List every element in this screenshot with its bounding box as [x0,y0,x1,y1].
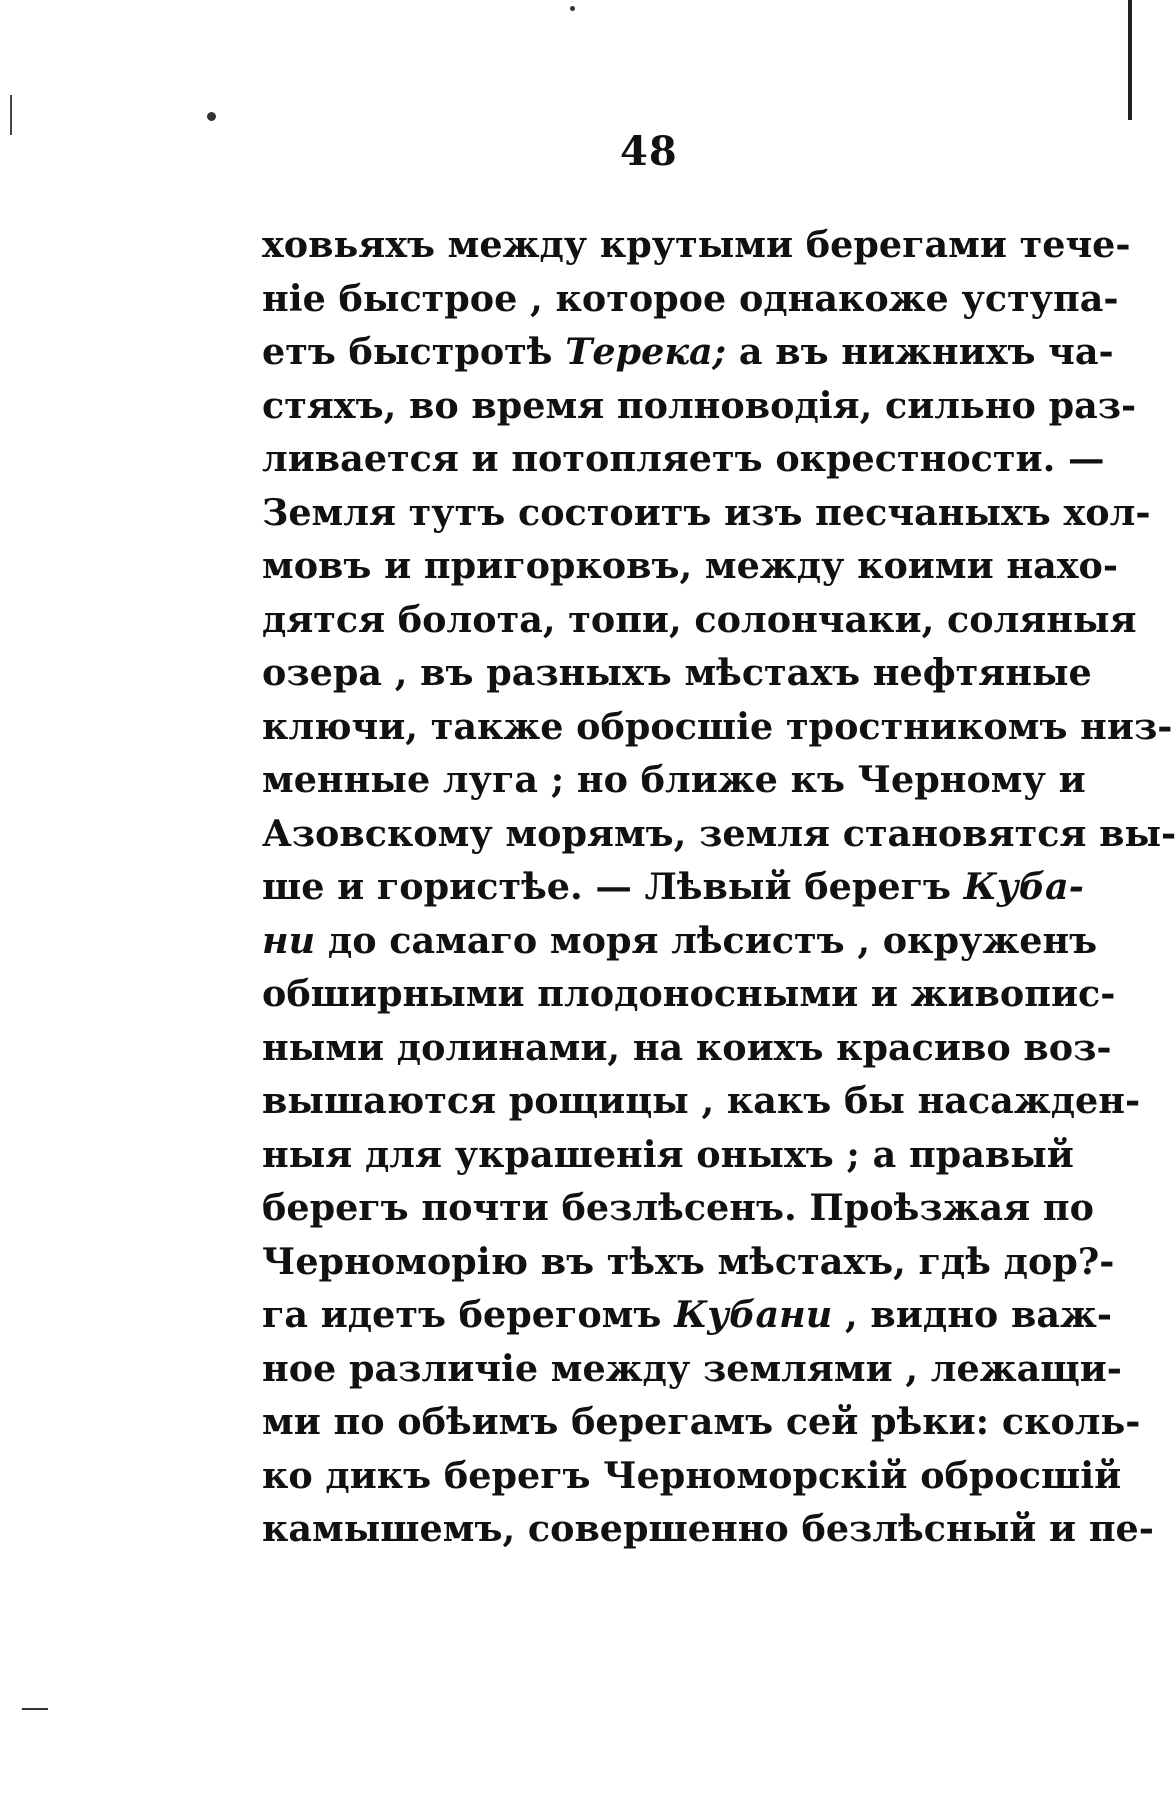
text-line: вышаются рощицы , какъ бы насажден- [262,1079,1141,1122]
text-line: ше и гористѣе. — Лѣвый берегъ Куба- [262,865,1084,908]
ink-mark [22,1708,48,1710]
ink-spot [207,112,216,121]
text-line: ключи, также обросшіе тростникомъ низ- [262,704,1173,748]
text-line: нie быстрое , которое однакоже уступа- [262,276,1119,320]
text-line: га идетъ берегомъ Кубани , видно важ- [262,1293,1112,1336]
text-line: Азовскому морямъ, земля становятся вы- [262,811,1176,855]
left-margin-mark [10,95,12,135]
text-line: ни до самаго моря лѣсистъ , окруженъ [262,918,1098,962]
text-line: ховьяхъ между крутыми берегами тече- [262,223,1131,266]
text-line: камышемъ, совершенно безлѣсный и пе- [262,1507,1154,1550]
text-line: озера , въ разныхъ мѣстахъ нефтяные [262,651,1092,694]
text-line: ныя для украшенія оныхъ ; а правый [262,1132,1074,1176]
text-line: берегъ почти безлѣсенъ. Проѣзжая по [262,1186,1094,1229]
text-line: ное различіе между землями , лежащи- [262,1346,1122,1390]
page-number: 48 [620,128,678,175]
ink-spot [570,6,575,11]
text-line: ливается и потопляетъ окрестности. — [262,437,1105,480]
text-line: менные луга ; но ближе къ Черному и [262,758,1086,801]
text-line: стяхъ, во время полноводія, сильно раз- [262,383,1137,427]
text-line: етъ быстротѣ Терека; а въ нижнихъ ча- [262,330,1114,373]
text-line: ными долинами, на коихъ красиво воз- [262,1025,1112,1069]
text-line: мовъ и пригорковъ, между коими нахо- [262,544,1118,587]
text-line: ко дикъ берегъ Черноморскій обросшій [262,1453,1122,1497]
body-text [262,218,1176,1556]
text-line: дятся болота, топи, солончаки, соляныя [262,597,1137,641]
page-edge-line [1128,0,1132,120]
text-line: обширными плодоносными и живопис- [262,972,1116,1015]
text-line: Земля тутъ состоитъ изъ песчаныхъ хол- [262,490,1151,534]
text-line: ми по обѣимъ берегамъ сей рѣки: сколь- [262,1400,1141,1443]
text-line: Черноморію въ тѣхъ мѣстахъ, гдѣ дор?- [262,1239,1115,1283]
